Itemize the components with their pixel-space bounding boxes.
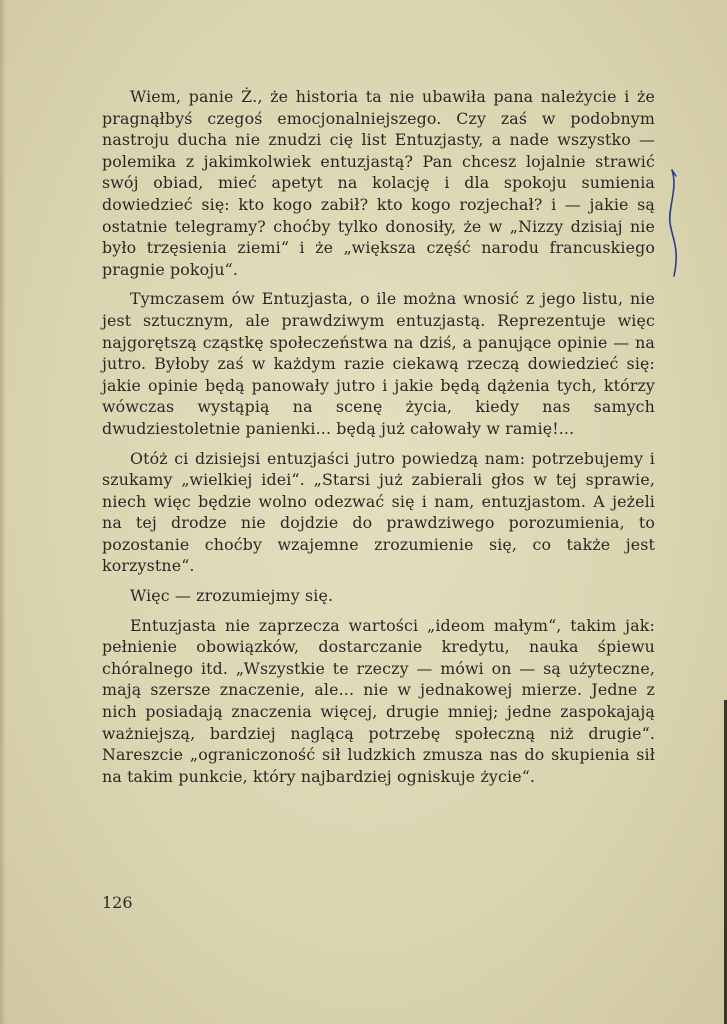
paragraph-4: Więc — zrozumiejmy się. [130, 586, 334, 606]
page-binding-edge [0, 0, 6, 1024]
text-body [102, 86, 655, 795]
page-number: 126 [102, 893, 133, 912]
handwritten-margin-bracket [660, 168, 686, 278]
paragraph-3: Otóż ci dzisiejsi entuzjaści jutro powiedzą nam: potrzebujemy i szukamy „wielkiej idei“. „Starsi już zabierali głos w tej sprawie, niech więc będzie wolno odezwać się i nam, entuzjastom. A jeżeli na tej drodze nie dojdzie do prawdziwego porozumienia, to pozostanie choćby wzajemne zrozumienie się, co także jest korzystne“. [102, 448, 655, 576]
paragraph-1: Wiem, panie Ż., że historia ta nie ubawiła pana należycie i że pragnąłbyś czegoś emocjonalniejszego. Czy zaś w podobnym nastroju ducha nie znudzi cię list Entuzjasty, a nade wszystko — polemika z jakimkolwiek entuzjastą? Pan chcesz lojalnie strawić swój obiad, mieć apetyt na kolację i dla spokoju sumienia dowiedzieć się: kto kogo zabił? kto kogo rozjechał? i — jakie są ostatnie telegramy? choćby tylko donosiły, że w „Nizzy dzisiaj nie było trzęsienia ziemi“ i że „większa część narodu francuskiego pragnie pokoju“. [102, 87, 655, 279]
paragraph-5: Entuzjasta nie zaprzecza wartości „ideom małym“, takim jak: pełnienie obowiązków, dostarczanie kredytu, nauka śpiewu chóralnego itd. „Wszystkie te rzeczy — mówi on — są użyteczne, mają szersze znaczenie, ale... nie w jednakowej mierze. Jedne z nich posiadają znaczenia więcej, drugie mniej; jedne zaspokajają ważniejszą, bardziej naglącą potrzebę społeczną niż drugie“. Nareszcie „ograniczoność sił ludzkich zmusza nas do skupienia sił na takim punkcie, który najbardziej ogniskuje życie“. [102, 615, 655, 786]
paragraph-2: Tymczasem ów Entuzjasta, o ile można wnosić z jego listu, nie jest sztucznym, ale prawdziwym entuzjastą. Reprezentuje więc najgorętszą cząstkę społeczeństwa na dziś, a panujące opinie — na jutro. Byłoby zaś w każdym razie ciekawą rzeczą dowiedzieć się: jakie opinie będą panowały jutro i jakie będą dążenia tych, którzy wówczas wystąpią na scenę życia, kiedy nas samych dwudziestoletnie panienki... będą już całowały w ramię!... [102, 289, 655, 438]
